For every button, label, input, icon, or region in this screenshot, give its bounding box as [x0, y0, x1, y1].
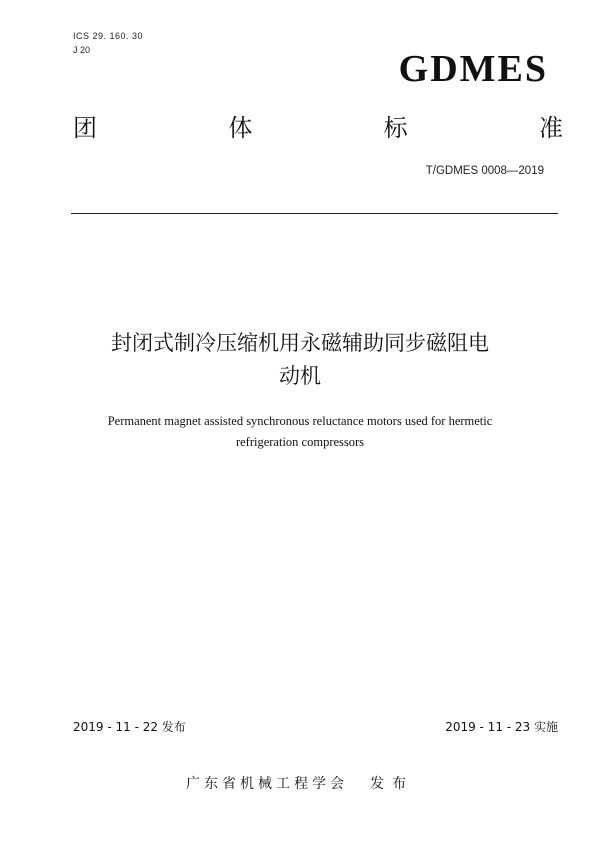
standard-type [73, 116, 563, 140]
publisher-line [0, 773, 600, 793]
header-divider [71, 213, 558, 214]
chinese-title-line: 动机 [279, 364, 321, 388]
standard-type-char: 准 [538, 114, 563, 142]
standard-type-char: 标 [383, 114, 408, 142]
standard-type-char: 体 [228, 114, 253, 142]
brand-logo: GDMES [398, 48, 548, 90]
publish-label: 发布 [370, 776, 414, 792]
english-title-line: refrigeration compressors [235, 435, 365, 449]
ics-code: ICS 29. 160. 30 [73, 31, 144, 41]
implementation-date: 2019 - 11 - 23 实施 [445, 720, 558, 734]
issue-date: 2019 - 11 - 22 发布 [73, 720, 186, 734]
ccs-code: J 20 [73, 45, 91, 55]
standard-number: T/GDMES 0008—2019 [425, 165, 544, 177]
chinese-title [50, 327, 550, 393]
publisher-name: 广东省机械工程学会 [186, 776, 348, 792]
english-title [50, 411, 550, 453]
english-title-line: Permanent magnet assisted synchronous reluctance motors used for hermetic [107, 414, 493, 428]
standard-type-char: 团 [73, 114, 97, 142]
chinese-title-line: 封闭式制冷压缩机用永磁辅助同步磁阻电 [111, 331, 489, 355]
